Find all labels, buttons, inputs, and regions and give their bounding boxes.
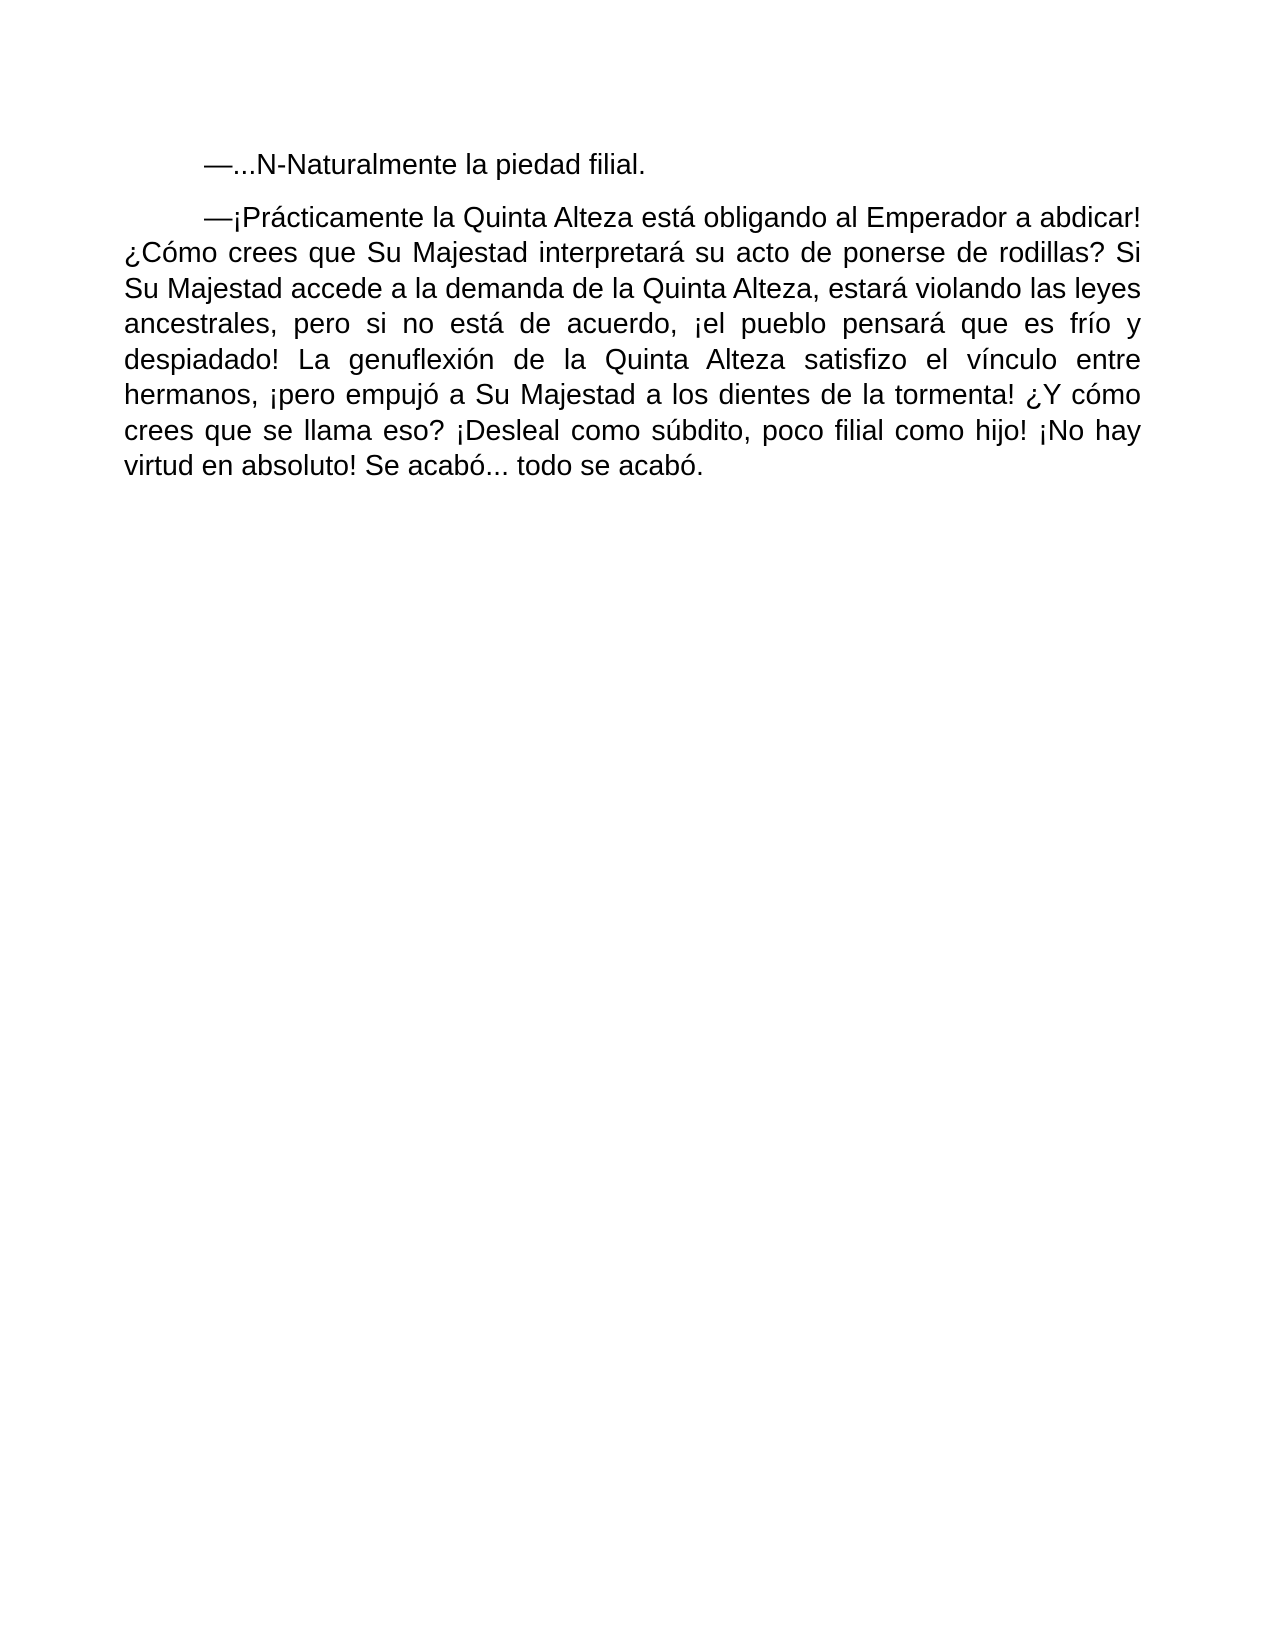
paragraph-2: —¡Prácticamente la Quinta Alteza está obligando al Emperador a abdicar! ¿Cómo crees que Su Majestad interpretará su acto de ponerse de rodillas? Si Su Majestad accede a la demanda de la Quinta Alteza, estará violando las leyes ancestrales, pero si no está de acuerdo, ¡el pueblo pensará que es frío y despiadado! La genuflexión de la Quinta Alteza satisfizo el vínculo entre hermanos, ¡pero empujó a Su Majestad a los dientes de la tormenta! ¿Y cómo crees que se llama eso? ¡Desleal como súbdito, poco filial como hijo! ¡No hay virtud en absoluto! Se acabó... todo se acabó. — [124, 201, 1141, 482]
paragraph-1: —...N-Naturalmente la piedad filial. — [204, 149, 646, 181]
body-text — [124, 148, 1141, 485]
